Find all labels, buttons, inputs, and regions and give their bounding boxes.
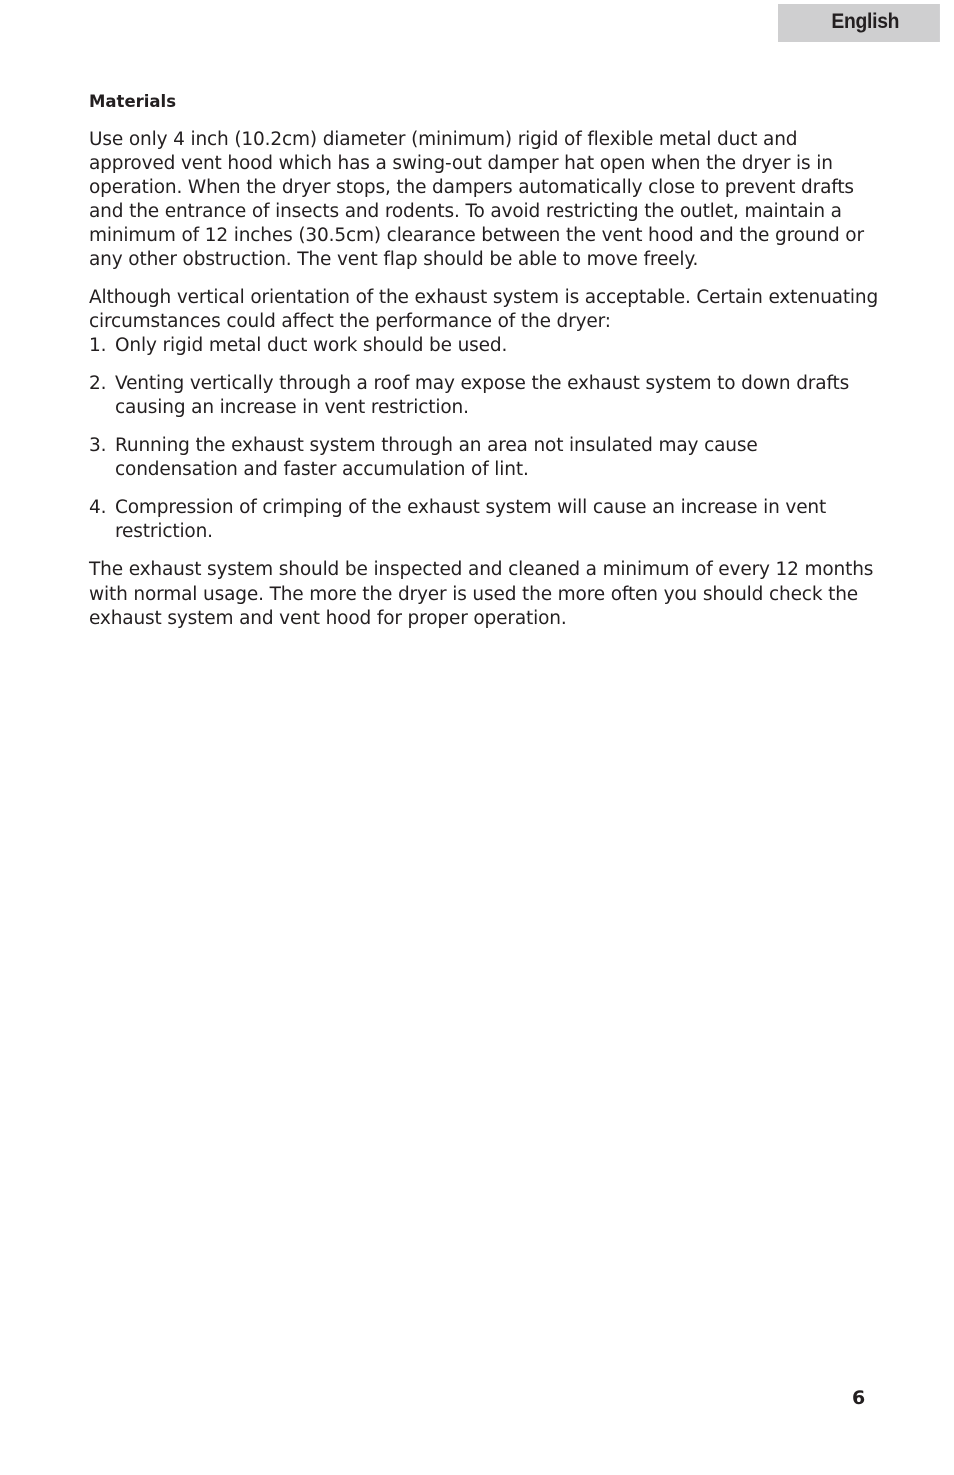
list-item-text: Running the exhaust system through an area not insulated may cause condensation and faster accumulation of lint. xyxy=(115,435,758,480)
list-item xyxy=(89,334,879,358)
list-item-number: 1. xyxy=(89,335,107,356)
numbered-list xyxy=(89,334,879,544)
list-item-number: 3. xyxy=(89,435,107,456)
inspection-paragraph: The exhaust system should be inspected and cleaned a minimum of every 12 months with normal usage. The more the dryer is used the more often you should check the exhaust system and vent hood for proper operation. xyxy=(89,559,874,629)
list-item-text: Compression of crimping of the exhaust system will cause an increase in vent restriction. xyxy=(115,497,827,542)
page-content xyxy=(89,90,879,646)
list-item xyxy=(89,434,879,482)
orientation-paragraph: Although vertical orientation of the exhaust system is acceptable. Certain extenuating circumstances could affect the performance of the dryer: xyxy=(89,287,879,332)
list-item-text: Venting vertically through a roof may expose the exhaust system to down drafts causing an increase in vent restriction. xyxy=(115,373,850,418)
list-item-number: 2. xyxy=(89,373,107,394)
list-item-text: Only rigid metal duct work should be used. xyxy=(115,335,508,356)
list-item xyxy=(89,372,879,420)
language-tab: English xyxy=(778,4,940,42)
materials-paragraph: Use only 4 inch (10.2cm) diameter (minimum) rigid of flexible metal duct and approved vent hood which has a swing-out damper hat open when the dryer is in operation. When the dryer stops, the dampers automatically close to prevent drafts and the entrance of insects and rodents. To avoid restricting the outlet, maintain a minimum of 12 inches (30.5cm) clearance between the vent hood and the ground or any other obstruction. The vent flap should be able to move freely. xyxy=(89,129,864,270)
page-number: 6 xyxy=(852,1387,866,1409)
list-item xyxy=(89,496,879,544)
section-heading: Materials xyxy=(89,92,177,111)
list-item-number: 4. xyxy=(89,497,107,518)
